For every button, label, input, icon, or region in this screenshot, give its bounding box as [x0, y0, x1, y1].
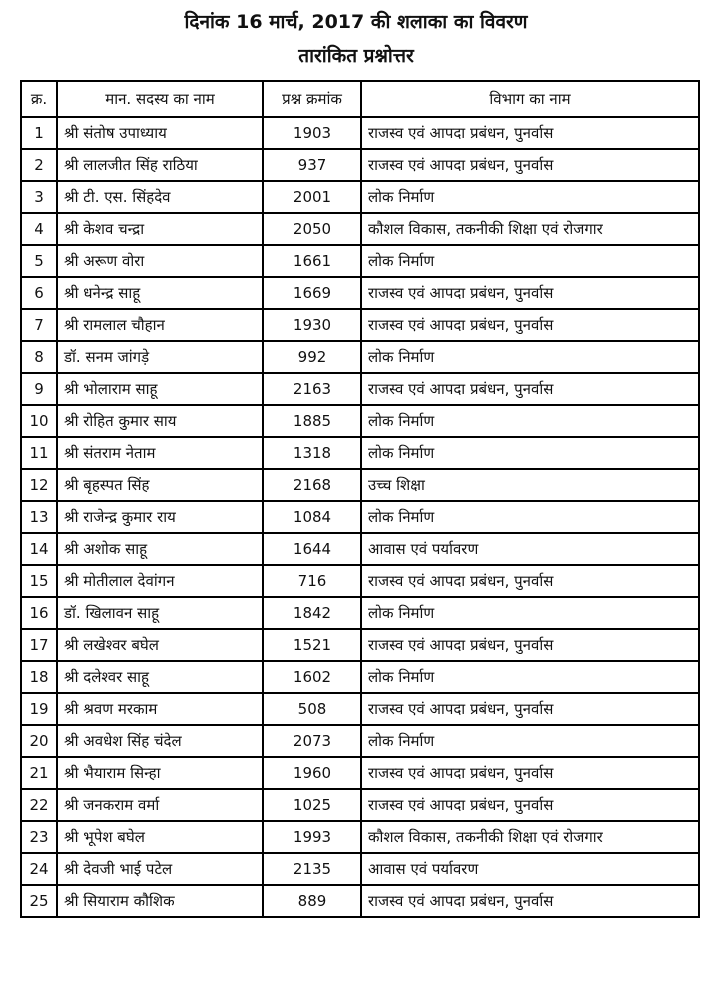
table-row — [21, 405, 699, 437]
department-cell: राजस्व एवं आपदा प्रबंधन, पुनर्वास — [361, 757, 699, 789]
column-header-department: विभाग का नाम — [361, 81, 699, 117]
department-cell: कौशल विकास, तकनीकी शिक्षा एवं रोजगार — [361, 213, 699, 245]
member-name-cell: श्री रोहित कुमार साय — [57, 405, 263, 437]
table-row — [21, 853, 699, 885]
table-row — [21, 149, 699, 181]
table-row — [21, 117, 699, 149]
question-number-cell: 1960 — [263, 757, 361, 789]
member-name-cell: श्री केशव चन्द्रा — [57, 213, 263, 245]
serial-number-cell: 12 — [21, 469, 57, 501]
member-name-cell: श्री संतोष उपाध्याय — [57, 117, 263, 149]
table-row — [21, 885, 699, 917]
department-cell: आवास एवं पर्यावरण — [361, 533, 699, 565]
question-number-cell: 1903 — [263, 117, 361, 149]
question-number-cell: 2135 — [263, 853, 361, 885]
column-header-serial: क्र. — [21, 81, 57, 117]
table-row — [21, 725, 699, 757]
department-cell: लोक निर्माण — [361, 725, 699, 757]
department-cell: राजस्व एवं आपदा प्रबंधन, पुनर्वास — [361, 693, 699, 725]
serial-number-cell: 18 — [21, 661, 57, 693]
department-cell: लोक निर्माण — [361, 245, 699, 277]
department-cell: राजस्व एवं आपदा प्रबंधन, पुनर्वास — [361, 885, 699, 917]
department-cell: आवास एवं पर्यावरण — [361, 853, 699, 885]
table-row — [21, 373, 699, 405]
serial-number-cell: 3 — [21, 181, 57, 213]
member-name-cell: श्री मोतीलाल देवांगन — [57, 565, 263, 597]
question-number-cell: 992 — [263, 341, 361, 373]
serial-number-cell: 4 — [21, 213, 57, 245]
column-header-question-number: प्रश्न क्रमांक — [263, 81, 361, 117]
question-number-cell: 1993 — [263, 821, 361, 853]
table-row — [21, 693, 699, 725]
question-number-cell: 1842 — [263, 597, 361, 629]
serial-number-cell: 7 — [21, 309, 57, 341]
department-cell: राजस्व एवं आपदा प्रबंधन, पुनर्वास — [361, 117, 699, 149]
member-name-cell: श्री अरूण वोरा — [57, 245, 263, 277]
question-number-cell: 1930 — [263, 309, 361, 341]
member-name-cell: श्री अवधेश सिंह चंदेल — [57, 725, 263, 757]
department-cell: राजस्व एवं आपदा प्रबंधन, पुनर्वास — [361, 373, 699, 405]
document-subtitle: तारांकित प्रश्नोत्तर — [298, 45, 414, 67]
serial-number-cell: 2 — [21, 149, 57, 181]
table-row — [21, 277, 699, 309]
serial-number-cell: 25 — [21, 885, 57, 917]
table-header — [21, 81, 699, 117]
question-number-cell: 2073 — [263, 725, 361, 757]
question-number-cell: 889 — [263, 885, 361, 917]
serial-number-cell: 21 — [21, 757, 57, 789]
member-name-cell: श्री रामलाल चौहान — [57, 309, 263, 341]
document-title: दिनांक 16 मार्च, 2017 की शलाका का विवरण — [184, 11, 528, 33]
member-name-cell: श्री अशोक साहू — [57, 533, 263, 565]
serial-number-cell: 23 — [21, 821, 57, 853]
serial-number-cell: 6 — [21, 277, 57, 309]
serial-number-cell: 13 — [21, 501, 57, 533]
question-number-cell: 508 — [263, 693, 361, 725]
department-cell: राजस्व एवं आपदा प्रबंधन, पुनर्वास — [361, 789, 699, 821]
department-cell: कौशल विकास, तकनीकी शिक्षा एवं रोजगार — [361, 821, 699, 853]
table-row — [21, 757, 699, 789]
department-cell: लोक निर्माण — [361, 501, 699, 533]
serial-number-cell: 16 — [21, 597, 57, 629]
question-number-cell: 716 — [263, 565, 361, 597]
member-name-cell: डॉ. खिलावन साहू — [57, 597, 263, 629]
member-name-cell: श्री बृहस्पत सिंह — [57, 469, 263, 501]
question-number-cell: 1025 — [263, 789, 361, 821]
table-body — [21, 117, 699, 917]
table-row — [21, 821, 699, 853]
questions-table — [20, 80, 700, 918]
table-row — [21, 341, 699, 373]
member-name-cell: श्री भोलाराम साहू — [57, 373, 263, 405]
question-number-cell: 1644 — [263, 533, 361, 565]
department-cell: राजस्व एवं आपदा प्रबंधन, पुनर्वास — [361, 629, 699, 661]
table-row — [21, 565, 699, 597]
department-cell: उच्च शिक्षा — [361, 469, 699, 501]
question-number-cell: 2163 — [263, 373, 361, 405]
department-cell: लोक निर्माण — [361, 341, 699, 373]
question-number-cell: 1084 — [263, 501, 361, 533]
table-row — [21, 597, 699, 629]
department-cell: राजस्व एवं आपदा प्रबंधन, पुनर्वास — [361, 309, 699, 341]
table-row — [21, 213, 699, 245]
member-name-cell: श्री लखेश्वर बघेल — [57, 629, 263, 661]
table-row — [21, 501, 699, 533]
table-row — [21, 309, 699, 341]
department-cell: लोक निर्माण — [361, 405, 699, 437]
member-name-cell: श्री श्रवण मरकाम — [57, 693, 263, 725]
serial-number-cell: 10 — [21, 405, 57, 437]
table-row — [21, 533, 699, 565]
serial-number-cell: 11 — [21, 437, 57, 469]
department-cell: लोक निर्माण — [361, 661, 699, 693]
question-number-cell: 1669 — [263, 277, 361, 309]
question-number-cell: 1661 — [263, 245, 361, 277]
department-cell: राजस्व एवं आपदा प्रबंधन, पुनर्वास — [361, 149, 699, 181]
member-name-cell: श्री लालजीत सिंह राठिया — [57, 149, 263, 181]
question-number-cell: 1318 — [263, 437, 361, 469]
question-number-cell: 937 — [263, 149, 361, 181]
serial-number-cell: 14 — [21, 533, 57, 565]
header-row — [21, 81, 699, 117]
member-name-cell: श्री संतराम नेताम — [57, 437, 263, 469]
member-name-cell: श्री धनेन्द्र साहू — [57, 277, 263, 309]
serial-number-cell: 19 — [21, 693, 57, 725]
member-name-cell: श्री देवजी भाई पटेल — [57, 853, 263, 885]
question-number-cell: 1885 — [263, 405, 361, 437]
serial-number-cell: 20 — [21, 725, 57, 757]
department-cell: लोक निर्माण — [361, 181, 699, 213]
department-cell: राजस्व एवं आपदा प्रबंधन, पुनर्वास — [361, 565, 699, 597]
serial-number-cell: 5 — [21, 245, 57, 277]
member-name-cell: श्री भैयाराम सिन्हा — [57, 757, 263, 789]
table-row — [21, 181, 699, 213]
question-number-cell: 1602 — [263, 661, 361, 693]
department-cell: लोक निर्माण — [361, 597, 699, 629]
member-name-cell: श्री भूपेश बघेल — [57, 821, 263, 853]
table-row — [21, 437, 699, 469]
question-number-cell: 1521 — [263, 629, 361, 661]
serial-number-cell: 17 — [21, 629, 57, 661]
member-name-cell: श्री सियाराम कौशिक — [57, 885, 263, 917]
table-row — [21, 629, 699, 661]
serial-number-cell: 15 — [21, 565, 57, 597]
question-number-cell: 2050 — [263, 213, 361, 245]
member-name-cell: श्री दलेश्वर साहू — [57, 661, 263, 693]
member-name-cell: श्री जनकराम वर्मा — [57, 789, 263, 821]
column-header-member-name: मान. सदस्य का नाम — [57, 81, 263, 117]
question-number-cell: 2168 — [263, 469, 361, 501]
table-row — [21, 469, 699, 501]
department-cell: राजस्व एवं आपदा प्रबंधन, पुनर्वास — [361, 277, 699, 309]
department-cell: लोक निर्माण — [361, 437, 699, 469]
question-number-cell: 2001 — [263, 181, 361, 213]
table-row — [21, 245, 699, 277]
table-row — [21, 789, 699, 821]
serial-number-cell: 1 — [21, 117, 57, 149]
serial-number-cell: 8 — [21, 341, 57, 373]
table-row — [21, 661, 699, 693]
serial-number-cell: 9 — [21, 373, 57, 405]
serial-number-cell: 22 — [21, 789, 57, 821]
member-name-cell: श्री टी. एस. सिंहदेव — [57, 181, 263, 213]
member-name-cell: डॉ. सनम जांगड़े — [57, 341, 263, 373]
serial-number-cell: 24 — [21, 853, 57, 885]
member-name-cell: श्री राजेन्द्र कुमार राय — [57, 501, 263, 533]
